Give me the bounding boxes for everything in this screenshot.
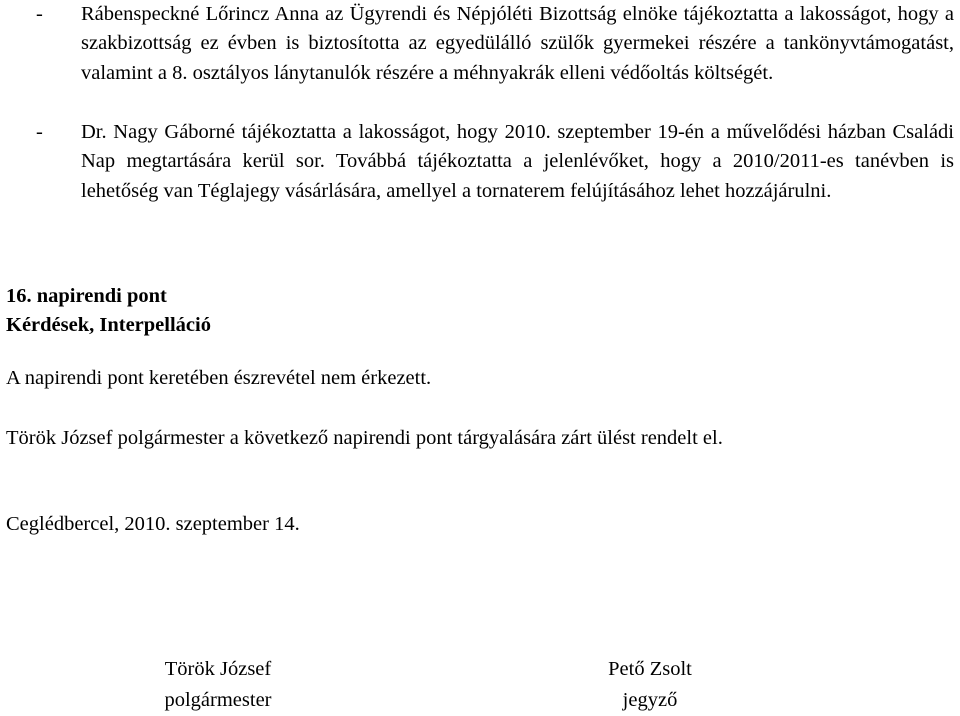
no-remarks-paragraph: A napirendi pont keretében észrevétel nem érkezett.: [6, 367, 432, 389]
signature-name: Pető Zsolt: [608, 658, 692, 680]
closed-session-paragraph: Török József polgármester a következő napirendi pont tárgyalására zárt ülést rendelt el.: [6, 427, 723, 449]
agenda-number-heading: 16. napirendi pont: [6, 285, 167, 307]
bullet-dash: -: [36, 3, 43, 25]
signature-name: Török József: [164, 658, 272, 680]
bullet-dash: -: [36, 121, 43, 143]
agenda-title-heading: Kérdések, Interpelláció: [6, 314, 211, 336]
bullet-item-report-committee: [6, 0, 954, 88]
bullet-item-family-day: [6, 118, 954, 206]
place-date-paragraph: Ceglédbercel, 2010. szeptember 14.: [6, 513, 300, 535]
signature-role: polgármester: [164, 689, 272, 711]
signature-role: jegyző: [622, 689, 678, 711]
bullet-text: Rábenspeckné Lőrincz Anna az Ügyrendi és Népjóléti Bizottság elnöke tájékoztatta a lakosságot, hogy a szakbizottság ez évben is biztosította az egyedülálló szülők gyermekei részére a tankönyvtámogatást, valamint a 8. osztályos lánytanulók részére a méhnyakrák elleni védőoltás költségét.: [81, 3, 954, 84]
signature-block-mayor: [88, 654, 348, 716]
signature-block-notary: [520, 654, 780, 716]
bullet-text: Dr. Nagy Gáborné tájékoztatta a lakosságot, hogy 2010. szeptember 19-én a művelődési házban Családi Nap megtartására kerül sor. Továbbá tájékoztatta a jelenlévőket, hogy a 2010/2011-es tanévben is lehetőség van Téglajegy vásárlására, amellyel a tornaterem felújításához lehet hozzájárulni.: [81, 121, 954, 202]
